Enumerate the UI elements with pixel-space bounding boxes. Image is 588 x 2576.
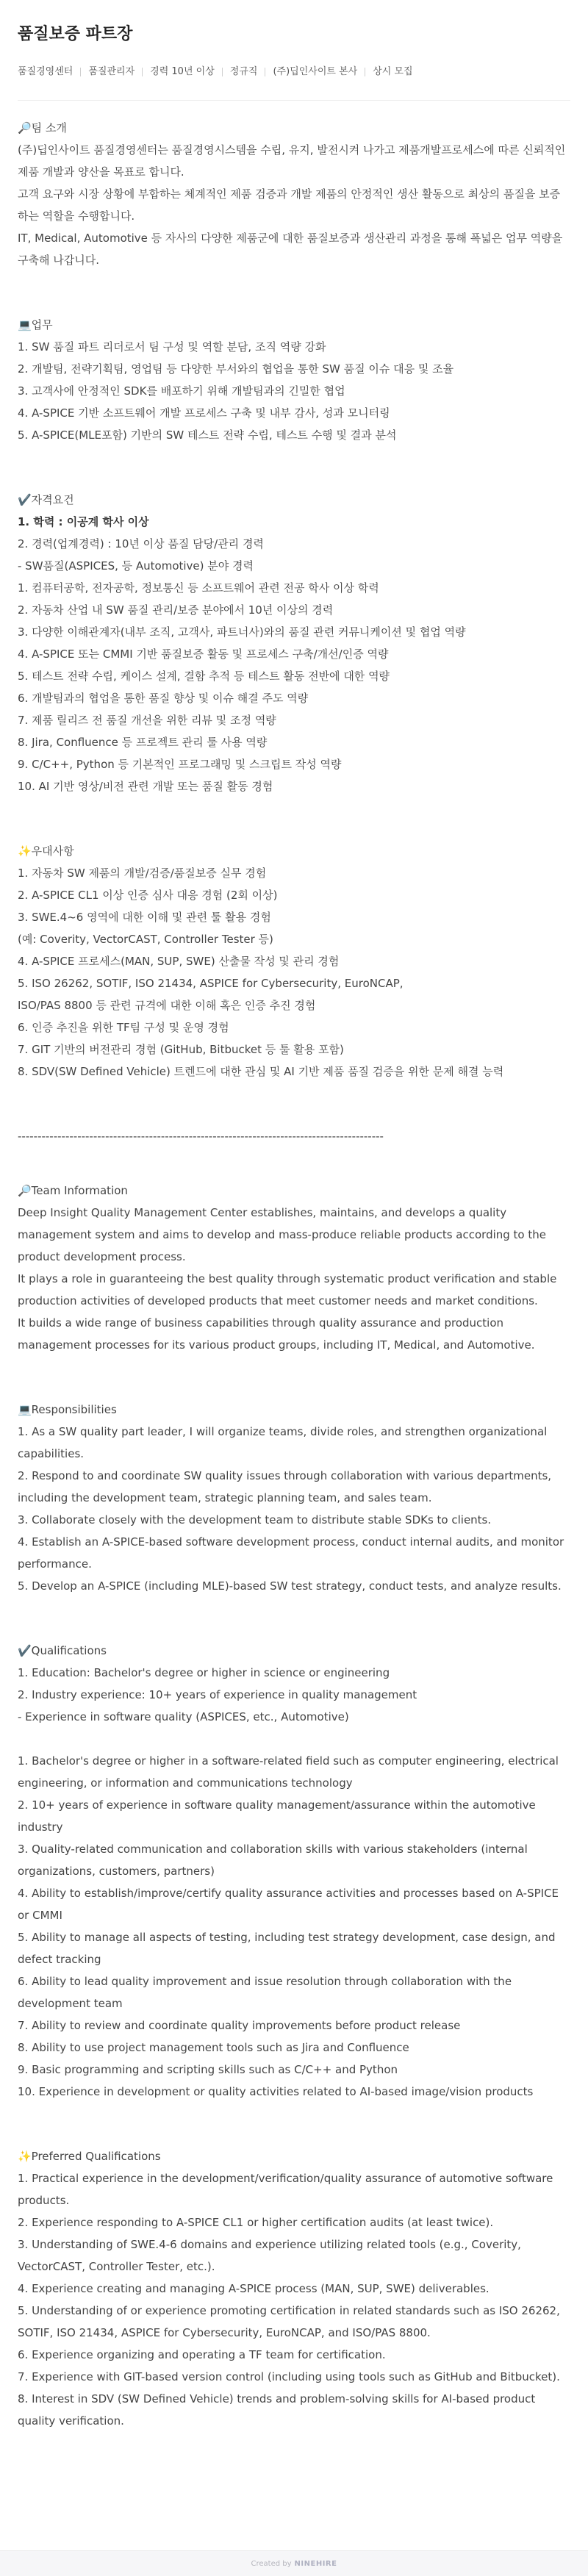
language-separator: -------------------------------------------------------------------------------------------- [18,1130,384,1143]
section-line: 2. 10+ years of experience in software quality management/assurance within the automotive industry [18,1798,536,1834]
section-line: 3. Understanding of SWE.4-6 domains and experience utilizing related tools (e.g., Coverity, VectorCAST, Controller Tester, etc.). [18,2238,521,2273]
section-line: (예: Coverity, VectorCAST, Controller Tester 등) [18,933,273,946]
footer-created-by: Created by [251,2559,292,2568]
section-line: 9. Basic programming and scripting skills such as C/C++ and Python [18,2063,398,2076]
meta-item: 정규직 [229,66,258,77]
section [18,1180,570,1356]
page-title: 품질보증 파트장 [18,25,133,43]
meta-item: 품질관리자 [88,66,135,77]
section-line: 7. Ability to review and coordinate quality improvements before product release [18,2019,461,2032]
section-line: (주)딥인사이트 품질경영센터는 품질경영시스템을 수립, 유지, 발전시켜 나가고 제품개발프로세스에 따른 신뢰적인 제품 개발과 양산을 목표로 합니다. [18,143,566,179]
section-line: 4. A-SPICE 또는 CMMI 기반 품질보증 활동 및 프로세스 구축/개선/인증 역량 [18,647,389,661]
section-line: 6. 개발팀과의 협업을 통한 품질 향상 및 이슈 해결 주도 역량 [18,692,309,705]
section-line: 2. 경력(업계경력) : 10년 이상 품질 담당/관리 경력 [18,537,264,550]
section-line: IT, Medical, Automotive 등 자사의 다양한 제품군에 대한 품질보증과 생산관리 과정을 통해 폭넓은 업무 역량을 구축해 나갑니다. [18,232,563,267]
section-line: 3. SWE.4~6 영역에 대한 이해 및 관련 툴 활용 경험 [18,911,271,924]
meta-separator [80,68,81,76]
section-line: 3. Collaborate closely with the development team to distribute stable SDKs to clients. [18,1513,492,1526]
section-line: 2. Industry experience: 10+ years of experience in quality management [18,1688,417,1701]
section-line: 5. A-SPICE(MLE포함) 기반의 SW 테스트 전략 수립, 테스트 수행 및 결과 분석 [18,428,397,442]
section-heading: 🔎팀 소개 [18,121,67,134]
section [18,1640,570,2103]
section-line: 7. GIT 기반의 버전관리 경험 (GitHub, Bitbucket 등 툴 활용 포함) [18,1043,344,1056]
section [18,314,570,446]
section-line: ISO/PAS 8800 등 관련 규격에 대한 이해 혹은 인증 추진 경험 [18,999,316,1012]
blank-line [18,1728,570,1750]
section-heading: 🔎Team Information [18,1184,128,1197]
section-line: 4. Experience creating and managing A-SPICE process (MAN, SUP, SWE) deliverables. [18,2282,490,2295]
section-line: 8. Ability to use project management tools such as Jira and Confluence [18,2041,409,2054]
section-line: 5. 테스트 전략 수립, 케이스 설계, 결함 추적 등 테스트 활동 전반에 대한 역량 [18,670,390,683]
section-line: 8. Jira, Confluence 등 프로젝트 관리 툴 사용 역량 [18,736,268,749]
posting-header [0,0,588,101]
footer [0,2550,588,2576]
section-line: 1. 학력 : 이공계 학사 이상 [18,515,149,528]
section-line: 5. ISO 26262, SOTIF, ISO 21434, ASPICE for Cybersecurity, EuroNCAP, [18,977,404,990]
section-line: 6. Ability to lead quality improvement and issue resolution through collaboration with the development team [18,1975,512,2010]
section-line: 10. AI 기반 영상/비전 관련 개발 또는 품질 활동 경험 [18,780,273,793]
section [18,489,570,797]
section [18,1399,570,1597]
section-line: 5. Develop an A-SPICE (including MLE)-based SW test strategy, conduct tests, and analyze results. [18,1579,562,1593]
section-line: 1. 자동차 SW 제품의 개발/검증/품질보증 실무 경험 [18,867,267,880]
meta-item: 경력 10년 이상 [150,66,215,77]
section-line: 4. A-SPICE 기반 소프트웨어 개발 프로세스 구축 및 내부 감사, 성과 모니터링 [18,406,390,420]
section-line: 5. Ability to manage all aspects of testing, including test strategy development, case design, and defect tracking [18,1931,556,1966]
section-line: 3. Quality-related communication and collaboration skills with various stakeholders (internal organizations, customers, partners) [18,1843,528,1878]
section-heading: ✨Preferred Qualifications [18,2150,161,2163]
section-line: 2. A-SPICE CL1 이상 인증 심사 대응 경험 (2회 이상) [18,889,278,902]
section-line: 4. A-SPICE 프로세스(MAN, SUP, SWE) 산출물 작성 및 관리 경험 [18,955,340,968]
section-line: 5. Understanding of or experience promoting certification in related standards such as ISO 26262, SOTIF, ISO 21434, ASPICE for Cybersecurity, EuroNCAP, and ISO/PAS 8800. [18,2304,560,2339]
section-line: 2. Experience responding to A-SPICE CL1 or higher certification audits (at least twice). [18,2216,494,2229]
section-line: 1. Practical experience in the development/verification/quality assurance of automotive software products. [18,2172,553,2207]
section-line: 9. C/C++, Python 등 기본적인 프로그래밍 및 스크립트 작성 역량 [18,758,342,771]
meta-item: (주)딥인사이트 본사 [273,66,358,77]
section-line: 4. Ability to establish/improve/certify quality assurance activities and processes based on A-SPICE or CMMI [18,1887,559,1922]
section-line: 1. Bachelor's degree or higher in a software-related field such as computer engineering, electrical engineering, or information and communications technology [18,1754,559,1790]
section-line: 10. Experience in development or quality activities related to AI-based image/vision products [18,2085,534,2098]
section-line: 3. 다양한 이해관계자(내부 조직, 고객사, 파트너사)와의 품질 관련 커뮤니케이션 및 협업 역량 [18,625,466,639]
section-line: It plays a role in guaranteeing the best quality through systematic product verification and stable production activities of developed products that meet customer needs and market conditions. [18,1272,557,1307]
meta-separator [142,68,143,76]
meta-separator [222,68,223,76]
meta-item: 상시 모집 [373,66,413,77]
section [18,840,570,1083]
meta-item: 품질경영센터 [18,66,74,77]
section-line: - SW품질(ASPICES, 등 Automotive) 분야 경력 [18,559,254,573]
section-line: 3. 고객사에 안정적인 SDK를 배포하기 위해 개발팀과의 긴밀한 협업 [18,384,345,398]
section-line: 8. SDV(SW Defined Vehicle) 트렌드에 대한 관심 및 AI 기반 제품 품질 검증을 위한 문제 해결 능력 [18,1065,504,1078]
section-line: 6. Experience organizing and operating a TF team for certification. [18,2348,386,2361]
section-line: 4. Establish an A-SPICE-based software development process, conduct internal audits, and monitor performance. [18,1535,564,1571]
section-line: Deep Insight Quality Management Center establishes, maintains, and develops a quality management system and aims to develop and mass-produce reliable products according to the product development process. [18,1206,546,1263]
section-line: 1. SW 품질 파트 리더로서 팀 구성 및 역할 분담, 조직 역량 강화 [18,340,326,354]
section-line: 고객 요구와 시장 상황에 부합하는 체계적인 제품 검증과 개발 제품의 안정적인 생산 활동으로 최상의 품질을 보증하는 역할을 수행합니다. [18,187,561,223]
section-heading: ✨우대사항 [18,844,74,858]
section-line: 2. 자동차 산업 내 SW 품질 관리/보증 분야에서 10년 이상의 경력 [18,603,334,617]
section-line: 1. As a SW quality part leader, I will organize teams, divide roles, and strengthen organizational capabilities. [18,1425,548,1460]
section-heading: 💻업무 [18,318,53,331]
section-line: 7. Experience with GIT-based version control (including using tools such as GitHub and Bitbucket). [18,2370,560,2383]
section-line: 2. Respond to and coordinate SW quality issues through collaboration with various departments, including the development team, strategic planning team, and sales team. [18,1469,552,1504]
section-heading: ✔️자격요건 [18,493,74,506]
section-line: It builds a wide range of business capabilities through quality assurance and production management processes for its various product groups, including IT, Medical, and Automotive. [18,1316,535,1352]
section-line: 7. 제품 릴리즈 전 품질 개선을 위한 리뷰 및 조정 역량 [18,714,276,727]
posting-content [0,101,588,2432]
section [18,117,570,271]
section-line: - Experience in software quality (ASPICES, etc., Automotive) [18,1710,349,1723]
section-line: 1. Education: Bachelor's degree or higher in science or engineering [18,1666,390,1679]
section-heading: 💻Responsibilities [18,1403,117,1416]
section [18,2145,570,2432]
section-heading: ✔️Qualifications [18,1644,107,1657]
section-line: 8. Interest in SDV (SW Defined Vehicle) trends and problem-solving skills for AI-based product quality verification. [18,2392,536,2428]
section-line: 1. 컴퓨터공학, 전자공학, 정보통신 등 소프트웨어 관련 전공 학사 이상 학력 [18,581,379,595]
posting-meta [18,65,570,79]
section-line: 2. 개발팀, 전략기획팀, 영업팀 등 다양한 부서와의 협업을 통한 SW 품질 이슈 대응 및 조율 [18,362,454,376]
footer-brand-logo[interactable]: NINEHIRE [294,2559,337,2568]
section-line: 6. 인증 추진을 위한 TF팀 구성 및 운영 경험 [18,1021,229,1034]
